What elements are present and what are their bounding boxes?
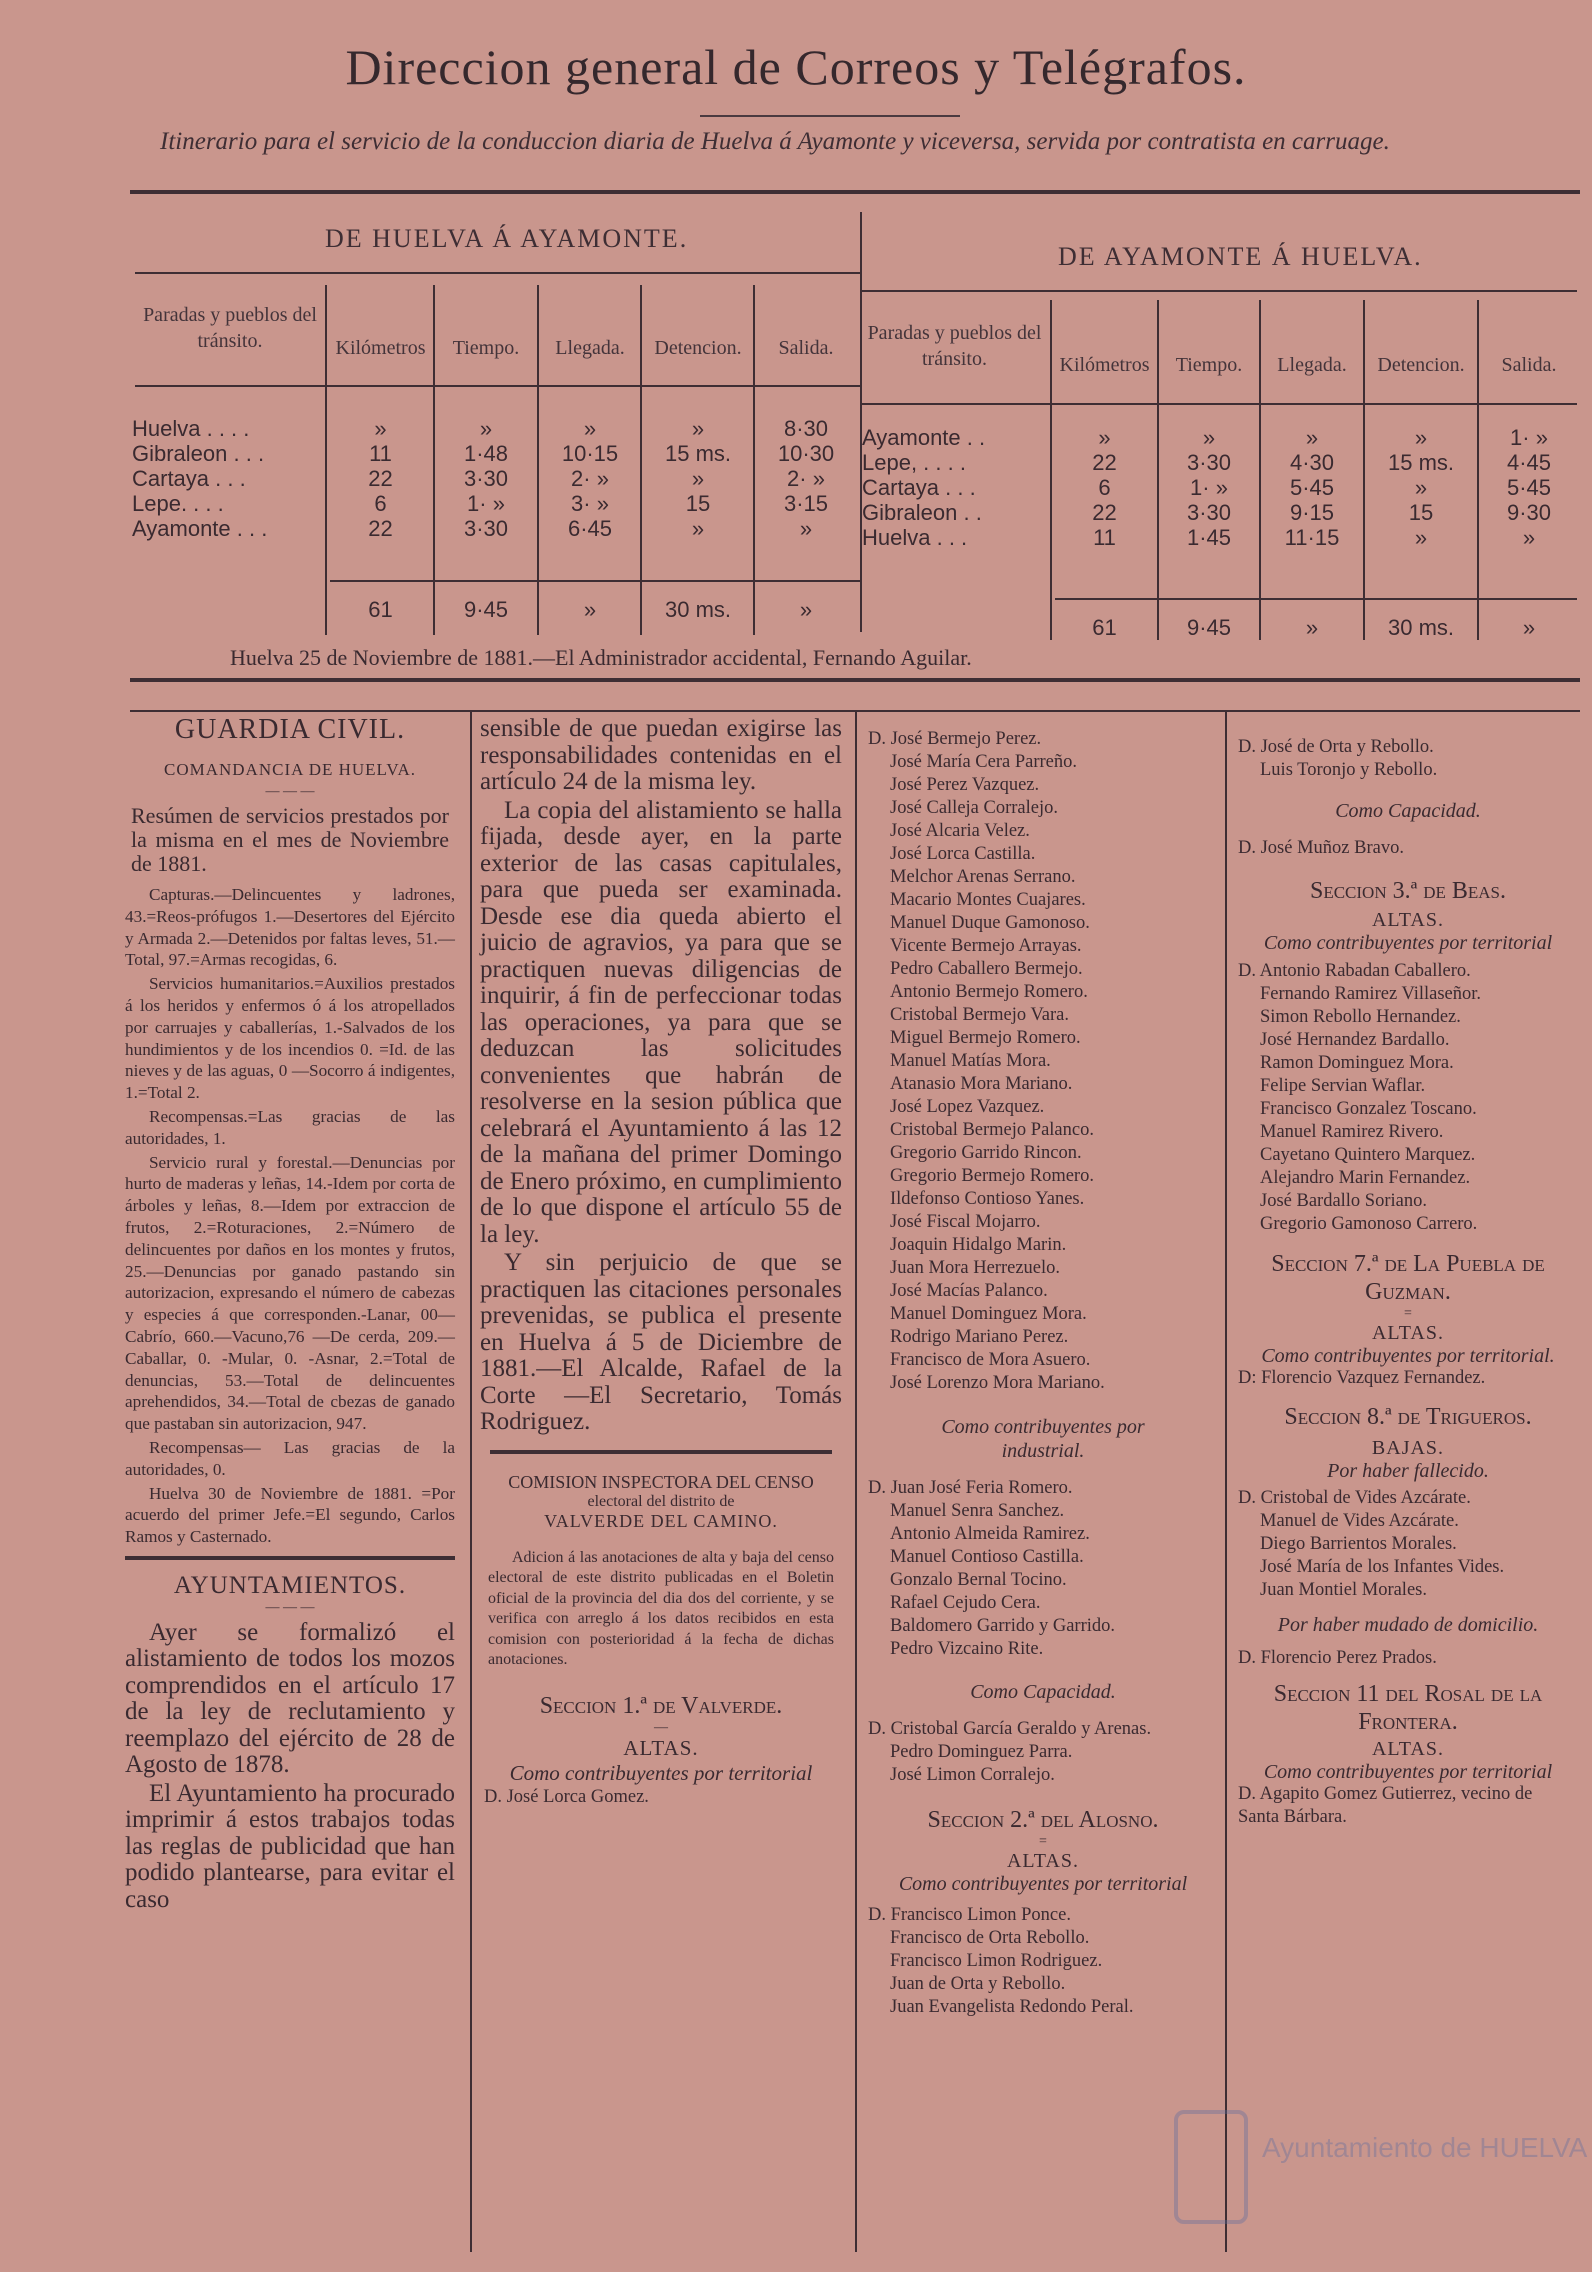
page-title: Direccion general de Correos y Telégrafos. xyxy=(345,39,1247,95)
name-item: D. Antonio Rabadan Caballero. xyxy=(1238,961,1471,981)
name-item: Fernando Ramirez Villaseñor. xyxy=(1260,984,1482,1004)
section-heading: Seccion 8.ª de Trigueros. xyxy=(1284,1404,1532,1430)
name-item: Manuel Senra Sanchez. xyxy=(890,1501,1065,1521)
cell-llegada: » xyxy=(583,416,597,441)
column-2 xyxy=(480,716,842,1809)
altas-heading: ALTAS. xyxy=(623,1735,699,1760)
cell-tiempo: 3·30 xyxy=(1186,450,1232,475)
name-item: José Lorenzo Mora Mariano. xyxy=(890,1373,1105,1393)
section-rule xyxy=(125,1556,455,1560)
name-list xyxy=(1238,736,1578,782)
cell-km: 22 xyxy=(368,466,393,491)
stop-name: Cartaya . . . xyxy=(862,475,976,500)
cell-detencion: 15 xyxy=(1408,500,1434,525)
name-item: D. Florencio Perez Prados. xyxy=(1238,1648,1437,1668)
commission-text xyxy=(480,1548,842,1671)
cell-detencion: » xyxy=(1414,425,1428,450)
title-divider xyxy=(700,115,960,117)
altas-subheading: Como contribuyentes por territorial xyxy=(898,1873,1188,1895)
cell-detencion: 15 ms. xyxy=(664,441,732,466)
name-list xyxy=(868,728,1218,1395)
cell-llegada: 4·30 xyxy=(1289,450,1335,475)
cell-salida: » xyxy=(1522,525,1536,550)
stop-name: Huelva . . . xyxy=(862,525,968,550)
column-separator xyxy=(855,712,857,2252)
paragraph: Servicios humanitarios.=Auxilios prestados á los heridos y enfermos ó á los atropellados por carruajes y caballerías, 1.-Salvados de los hundimientos y de los incendios 0. =Id. de las nieves y de las aguas, 0 —Socorro á indigentes, 1.=Total 2. xyxy=(125,974,455,1103)
name-list xyxy=(1238,960,1578,1236)
section-heading: Seccion 7.ª de La Puebla de Guzman. xyxy=(1271,1251,1545,1305)
altas-subheading: Como contribuyentes por territorial. xyxy=(1261,1345,1555,1367)
ayuntamientos-paragraphs xyxy=(125,1620,455,1914)
cell-salida: 10·30 xyxy=(777,441,835,466)
col-line xyxy=(753,285,755,635)
total-llegada: » xyxy=(1305,615,1319,640)
name-item: Alejandro Marin Fernandez. xyxy=(1260,1168,1471,1188)
guardia-paragraphs xyxy=(125,884,455,1548)
col-line xyxy=(1363,300,1365,640)
paragraph: Adicion á las anotaciones de alta y baja del censo electoral de este distrito publicadas en el Boletin oficial de la provincia del dia dos del corriente, y se verifica con arreglo á los datos recibidos en esta comision con posterioridad á la fecha de dichas anotaciones. xyxy=(488,1548,834,1668)
name-item: Juan Evangelista Redondo Peral. xyxy=(890,1997,1134,2017)
name-item: Manuel Contioso Castilla. xyxy=(890,1547,1084,1567)
table-top-rule xyxy=(130,190,1580,194)
name-item: D. Cristobal de Vides Azcárate. xyxy=(1238,1488,1471,1508)
cell-salida: » xyxy=(799,516,813,541)
return-heading-rule xyxy=(862,290,1577,292)
altas-heading: ALTAS. xyxy=(1371,909,1444,931)
total-km: 61 xyxy=(1092,615,1117,640)
name-item: Simon Rebollo Hernandez. xyxy=(1260,1007,1461,1027)
totals-rule xyxy=(1055,598,1577,600)
cell-km: » xyxy=(1098,425,1111,450)
altas-subheading: Como contribuyentes por territorial xyxy=(1263,1761,1553,1783)
name-item: Cayetano Quintero Marquez. xyxy=(1260,1145,1476,1165)
ornament: — — — xyxy=(265,784,315,799)
stop-name: Lepe. . . . xyxy=(132,491,224,516)
name-item: José Calleja Corralejo. xyxy=(890,798,1058,818)
name-list xyxy=(1238,1647,1578,1670)
name-item: Macario Montes Cuajares. xyxy=(890,890,1086,910)
cell-llegada: 2· » xyxy=(571,466,609,491)
altas-heading: ALTAS. xyxy=(1371,1738,1444,1760)
col-line xyxy=(1477,300,1479,640)
name-item: Diego Barrientos Morales. xyxy=(1260,1534,1457,1554)
name-item: Ramon Dominguez Mora. xyxy=(1260,1053,1454,1073)
name-item: Joaquin Hidalgo Marin. xyxy=(890,1235,1067,1255)
ret-col-header-salida: Salida. xyxy=(1501,354,1557,376)
name-item: D. José de Orta y Rebollo. xyxy=(1238,737,1434,757)
name-item: José María Cera Parreño. xyxy=(890,752,1077,772)
guardia-civil-heading: GUARDIA CIVIL. xyxy=(174,714,406,745)
capacidad-subheading: Como Capacidad. xyxy=(1335,800,1481,822)
name-item: Pedro Dominguez Parra. xyxy=(890,1742,1073,1762)
stop-name: Cartaya . . . xyxy=(132,466,246,491)
cell-detencion: » xyxy=(691,416,705,441)
name-list xyxy=(1238,1783,1578,1829)
name-item: D. José Bermejo Perez. xyxy=(868,729,1042,749)
name-item: Pedro Vizcaino Rite. xyxy=(890,1639,1044,1659)
table-bottom-rule xyxy=(130,678,1580,682)
paragraph: sensible de que puedan exigirse las responsabilidades contenidas en el artículo 24 de la misma ley. xyxy=(480,715,842,795)
name-item: Vicente Bermejo Arrayas. xyxy=(890,936,1082,956)
name-item: D. José Lorca Gomez. xyxy=(484,1786,649,1807)
stop-name: Gibraleon . . xyxy=(862,500,982,525)
name-item: Francisco de Mora Asuero. xyxy=(890,1350,1091,1370)
cell-km: 22 xyxy=(1092,500,1117,525)
cell-llegada: » xyxy=(1305,425,1319,450)
totals-rule xyxy=(330,580,860,582)
name-item: Cristobal Bermejo Vara. xyxy=(890,1005,1069,1025)
column-separator xyxy=(1225,712,1227,2252)
cell-tiempo: 1·48 xyxy=(463,441,509,466)
name-item: José Hernandez Bardallo. xyxy=(1260,1030,1450,1050)
col-header-llegada: Llegada. xyxy=(555,337,625,359)
shield-icon xyxy=(1176,2112,1246,2222)
stop-name: Gibraleon . . . xyxy=(132,441,265,466)
resumen-intro: Resúmen de servicios prestados por la misma en el mes de Noviembre de 1881. xyxy=(131,803,449,876)
col-line xyxy=(1259,300,1261,640)
name-item: Atanasio Mora Mariano. xyxy=(890,1074,1073,1094)
name-item: D: Florencio Vazquez Fernandez. xyxy=(1238,1368,1486,1388)
total-tiempo: 9·45 xyxy=(1186,615,1232,640)
cell-llegada: 10·15 xyxy=(561,441,619,466)
cell-km: » xyxy=(374,416,387,441)
name-item: Juan Mora Herrezuelo. xyxy=(890,1258,1061,1278)
header-rule xyxy=(135,385,860,387)
col-line xyxy=(1157,300,1159,640)
paragraph: Recompensas.=Las gracias de las autoridades, 1. xyxy=(125,1106,455,1148)
outbound-heading: DE HUELVA Á AYAMONTE. xyxy=(325,224,689,253)
ornament: — xyxy=(654,1719,668,1735)
commission-subtitle: electoral del distrito de xyxy=(587,1492,735,1510)
outbound-heading-rule xyxy=(135,272,860,274)
return-heading: DE AYAMONTE Á HUELVA. xyxy=(1058,242,1423,271)
name-item: Gregorio Garrido Rincon. xyxy=(890,1143,1082,1163)
alistamiento-paragraphs xyxy=(480,716,842,1436)
ret-col-header-km: Kilómetros xyxy=(1059,354,1150,376)
domicilio-subheading: Por haber mudado de domicilio. xyxy=(1277,1614,1539,1636)
name-item: Antonio Bermejo Romero. xyxy=(890,982,1088,1002)
cell-detencion: » xyxy=(1414,475,1428,500)
cell-tiempo: 1·45 xyxy=(1186,525,1232,550)
name-list xyxy=(1238,837,1578,860)
col-header-stops: Paradas y pueblos del tránsito. xyxy=(143,304,317,352)
column-3 xyxy=(868,728,1218,2019)
total-detencion: 30 ms. xyxy=(664,597,732,622)
name-item: Manuel de Vides Azcárate. xyxy=(1260,1511,1459,1531)
column-1 xyxy=(125,712,455,1915)
altas-subheading: Como contribuyentes por territorial xyxy=(509,1760,813,1785)
name-item: José Lopez Vazquez. xyxy=(890,1097,1045,1117)
cell-llegada: 11·15 xyxy=(1284,525,1340,550)
name-item: Gregorio Bermejo Romero. xyxy=(890,1166,1094,1186)
total-llegada: » xyxy=(583,597,597,622)
stop-name: Ayamonte . . . xyxy=(132,516,268,541)
name-item: Baldomero Garrido y Garrido. xyxy=(890,1616,1116,1636)
col-header-detencion: Detencion. xyxy=(654,337,742,359)
paragraph: El Ayuntamiento ha procurado imprimir á estos trabajos todas las reglas de publicidad que han podido plantearse, para evitar el caso xyxy=(125,1779,455,1913)
col-line xyxy=(537,285,539,635)
total-salida: » xyxy=(1522,615,1536,640)
cell-km: 6 xyxy=(374,491,387,516)
section-heading: Seccion 11 del Rosal de la Frontera. xyxy=(1273,1681,1543,1735)
col-line xyxy=(433,285,435,635)
paragraph: Recompensas— Las gracias de la autoridades, 0. xyxy=(125,1437,455,1479)
name-item: Manuel Ramirez Rivero. xyxy=(1260,1122,1444,1142)
cell-detencion: » xyxy=(691,516,705,541)
total-salida: » xyxy=(799,597,813,622)
name-item: D. Cristobal García Geraldo y Arenas. xyxy=(868,1719,1152,1739)
paragraph: Y sin perjuicio de que se practiquen las citaciones personales prevenidas, se publica el presente en Huelva á 5 de Diciembre de 1881.—El Alcalde, Rafael de la Corte —El Secretario, Tomás Rodriguez. xyxy=(480,1249,842,1435)
paragraph: Ayer se formalizó el alistamiento de todos los mozos comprendidos en el artículo 17 de la ley de reclutamiento y reemplazo del ejército de 28 de Agosto de 1878. xyxy=(125,1618,455,1779)
cell-llegada: 3· » xyxy=(571,491,609,516)
stop-name: Huelva . . . . xyxy=(132,416,250,441)
capacidad-subheading: Como Capacidad. xyxy=(970,1681,1116,1703)
comandancia-heading: COMANDANCIA DE HUELVA. xyxy=(164,760,416,779)
name-item: José Perez Vazquez. xyxy=(890,775,1040,795)
name-item: Cristobal Bermejo Palanco. xyxy=(890,1120,1094,1140)
name-list xyxy=(868,1718,1218,1787)
name-list xyxy=(1238,1487,1578,1602)
name-list xyxy=(480,1786,842,1809)
cell-salida: 4·45 xyxy=(1506,450,1552,475)
name-item: Manuel Dominguez Mora. xyxy=(890,1304,1087,1324)
name-item: Francisco Gonzalez Toscano. xyxy=(1260,1099,1477,1119)
name-item: José Alcaria Velez. xyxy=(890,821,1030,841)
name-item: D. Juan José Feria Romero. xyxy=(868,1478,1073,1498)
name-item: José Lorca Castilla. xyxy=(890,844,1036,864)
col-header-tiempo: Tiempo. xyxy=(452,337,520,359)
commission-title: COMISION INSPECTORA DEL CENSO xyxy=(508,1471,814,1492)
name-item: Felipe Servian Waflar. xyxy=(1260,1076,1426,1096)
paragraph: Servicio rural y forestal.—Denuncias por hurto de maderas y leñas, 14.-Idem por corta de árboles y leñas, 8.—Idem por extraccion de frutos, 2.=Roturaciones, 2.=Número de delincuentes por daños en los montes y frutos, 25.—Denuncias por ganado pastando sin autorizacion, expresando el número de cabezas y especies á que corresponden.-Lanar, 00—Cabrío, 660.—Vacuno,76 —De cerda, 209.—Caballar, 0. -Mular, 0. -Asnar, 2.=Total de denuncias, 53.—Total de delincuentes aprehendidos, 34.—Total de cbezas de ganado que pastaban sin autorizacion, 947. xyxy=(125,1152,455,1434)
cell-tiempo: 3·30 xyxy=(463,466,509,491)
name-item: D. Francisco Limon Ponce. xyxy=(868,1905,1071,1925)
name-item: Ildefonso Contioso Yanes. xyxy=(890,1189,1085,1209)
itinerary-subtitle: Itinerario para el servicio de la conduccion diaria de Huelva á Ayamonte y viceversa, servida por contratista en carruage. xyxy=(160,128,1390,155)
name-item: Juan Montiel Morales. xyxy=(1260,1580,1427,1600)
commission-place: VALVERDE DEL CAMINO. xyxy=(544,1510,778,1531)
name-item: José Bardallo Soriano. xyxy=(1260,1191,1427,1211)
ornament: = xyxy=(1404,1306,1412,1321)
name-item: Antonio Almeida Ramirez. xyxy=(890,1524,1090,1544)
industrial-subheading: Como contribuyentes por industrial. xyxy=(941,1416,1145,1462)
cell-tiempo: » xyxy=(479,416,493,441)
name-list xyxy=(1238,1367,1578,1390)
name-item: José Macías Palanco. xyxy=(890,1281,1048,1301)
cell-detencion: » xyxy=(1414,525,1428,550)
name-item: D. José Muñoz Bravo. xyxy=(1238,838,1404,858)
cell-km: 6 xyxy=(1098,475,1111,500)
section-heading: Seccion 3.ª de Beas. xyxy=(1309,878,1507,904)
col-line xyxy=(325,285,327,635)
bajas-heading: BAJAS. xyxy=(1371,1437,1445,1459)
ret-col-header-detencion: Detencion. xyxy=(1377,354,1465,376)
section-rule xyxy=(490,1450,832,1454)
cell-tiempo: » xyxy=(1202,425,1216,450)
cell-detencion: » xyxy=(691,466,705,491)
cell-tiempo: 1· » xyxy=(467,491,505,516)
watermark-text: Ayuntamiento de HUELVA xyxy=(1262,2132,1588,2163)
ret-col-header-llegada: Llegada. xyxy=(1277,354,1347,376)
col-header-km: Kilómetros xyxy=(335,337,426,359)
cell-llegada: 5·45 xyxy=(1289,475,1335,500)
cell-km: 22 xyxy=(368,516,393,541)
name-item: Gonzalo Bernal Tocino. xyxy=(890,1570,1067,1590)
name-item: Pedro Caballero Bermejo. xyxy=(890,959,1083,979)
ayuntamientos-heading: AYUNTAMIENTOS. xyxy=(173,1571,407,1599)
name-item: Miguel Bermejo Romero. xyxy=(890,1028,1081,1048)
cell-km: 22 xyxy=(1092,450,1117,475)
name-item: Manuel Matías Mora. xyxy=(890,1051,1051,1071)
cell-km: 11 xyxy=(1093,525,1116,550)
name-item: Francisco de Orta Rebollo. xyxy=(890,1928,1090,1948)
paragraph: La copia del alistamiento se halla fijada, desde ayer, en la parte exterior de las casas capitulales, para que pueda ser examinada. Desde ese dia queda abierto el juicio de agravios, ya para que se practiquen nuevas diligencias de inquirir, á fin de perfeccionar todas las operaciones, ya para que se deduzcan las solicitudes convenientes que habrán de resolverse en la sesion pública que celebrará el Ayuntamiento á las 12 de la mañana del primer Domingo de Enero próximo, en cumplimiento de lo que dispone el artículo 55 de la ley. xyxy=(480,796,842,1248)
table-center-divider xyxy=(860,212,862,632)
name-item: Gregorio Gamonoso Carrero. xyxy=(1260,1214,1478,1234)
cell-salida: 1· » xyxy=(1510,425,1548,450)
name-item: Juan de Orta y Rebollo. xyxy=(890,1974,1066,1994)
name-item: Rodrigo Mariano Perez. xyxy=(890,1327,1069,1347)
name-item: Rafael Cejudo Cera. xyxy=(890,1593,1041,1613)
altas-subheading: Como contribuyentes por territorial xyxy=(1263,932,1553,954)
name-list xyxy=(868,1477,1218,1661)
bajas-subheading: Por haber fallecido. xyxy=(1327,1460,1489,1482)
cell-km: 11 xyxy=(369,441,392,466)
column-separator xyxy=(470,712,472,2252)
ornament: = xyxy=(1039,1834,1047,1849)
stop-name: Ayamonte . . xyxy=(862,425,986,450)
name-item: Melchor Arenas Serrano. xyxy=(890,867,1076,887)
name-list xyxy=(868,1904,1218,2019)
paragraph: Huelva 30 de Noviembre de 1881. =Por acuerdo del primer Jefe.=El segundo, Carlos Ramos y Casternado. xyxy=(125,1483,455,1547)
cell-salida: 9·30 xyxy=(1506,500,1552,525)
watermark-stamp xyxy=(1172,2102,1588,2232)
cell-tiempo: 3·30 xyxy=(1186,500,1232,525)
total-detencion: 30 ms. xyxy=(1387,615,1455,640)
cell-llegada: 6·45 xyxy=(567,516,613,541)
cell-salida: 2· » xyxy=(787,466,825,491)
name-item: D. Agapito Gomez Gutierrez, vecino de Santa Bárbara. xyxy=(1238,1784,1533,1827)
name-item: José María de los Infantes Vides. xyxy=(1260,1557,1505,1577)
cell-detencion: 15 xyxy=(685,491,711,516)
total-tiempo: 9·45 xyxy=(463,597,509,622)
cell-tiempo: 1· » xyxy=(1190,475,1228,500)
name-item: José Limon Corralejo. xyxy=(890,1765,1055,1785)
altas-heading: ALTAS. xyxy=(1006,1850,1079,1872)
total-km: 61 xyxy=(368,597,393,622)
cell-salida: 8·30 xyxy=(783,416,829,441)
ret-col-header-tiempo: Tiempo. xyxy=(1175,354,1243,376)
name-item: José Fiscal Mojarro. xyxy=(890,1212,1041,1232)
ret-col-header-stops: Paradas y pueblos del tránsito. xyxy=(867,322,1042,370)
cell-detencion: 15 ms. xyxy=(1387,450,1455,475)
cell-salida: 5·45 xyxy=(1506,475,1552,500)
cell-salida: 3·15 xyxy=(783,491,829,516)
name-item: Luis Toronjo y Rebollo. xyxy=(1260,760,1438,780)
col-header-salida: Salida. xyxy=(778,337,834,359)
itinerary-footer: Huelva 25 de Noviembre de 1881.—El Administrador accidental, Fernando Aguilar. xyxy=(230,645,972,670)
paragraph: Capturas.—Delincuentes y ladrones, 43.=Reos-prófugos 1.—Desertores del Ejército y Armada 2.—Detenidos por faltas leves, 51.—Total, 97.=Armas recogidas, 6. xyxy=(125,885,455,970)
altas-heading: ALTAS. xyxy=(1371,1322,1444,1344)
name-item: Manuel Duque Gamonoso. xyxy=(890,913,1090,933)
cell-llegada: 9·15 xyxy=(1289,500,1335,525)
section-heading: Seccion 2.ª del Alosno. xyxy=(927,1807,1159,1833)
ornament: — — — xyxy=(265,1599,315,1615)
cell-tiempo: 3·30 xyxy=(463,516,509,541)
column-4 xyxy=(1238,736,1578,1829)
section-heading: Seccion 1.ª de Valverde. xyxy=(539,1692,783,1719)
stop-name: Lepe, . . . . xyxy=(862,450,966,475)
name-item: Francisco Limon Rodriguez. xyxy=(890,1951,1103,1971)
col-line xyxy=(640,285,642,635)
header-rule xyxy=(862,403,1577,405)
